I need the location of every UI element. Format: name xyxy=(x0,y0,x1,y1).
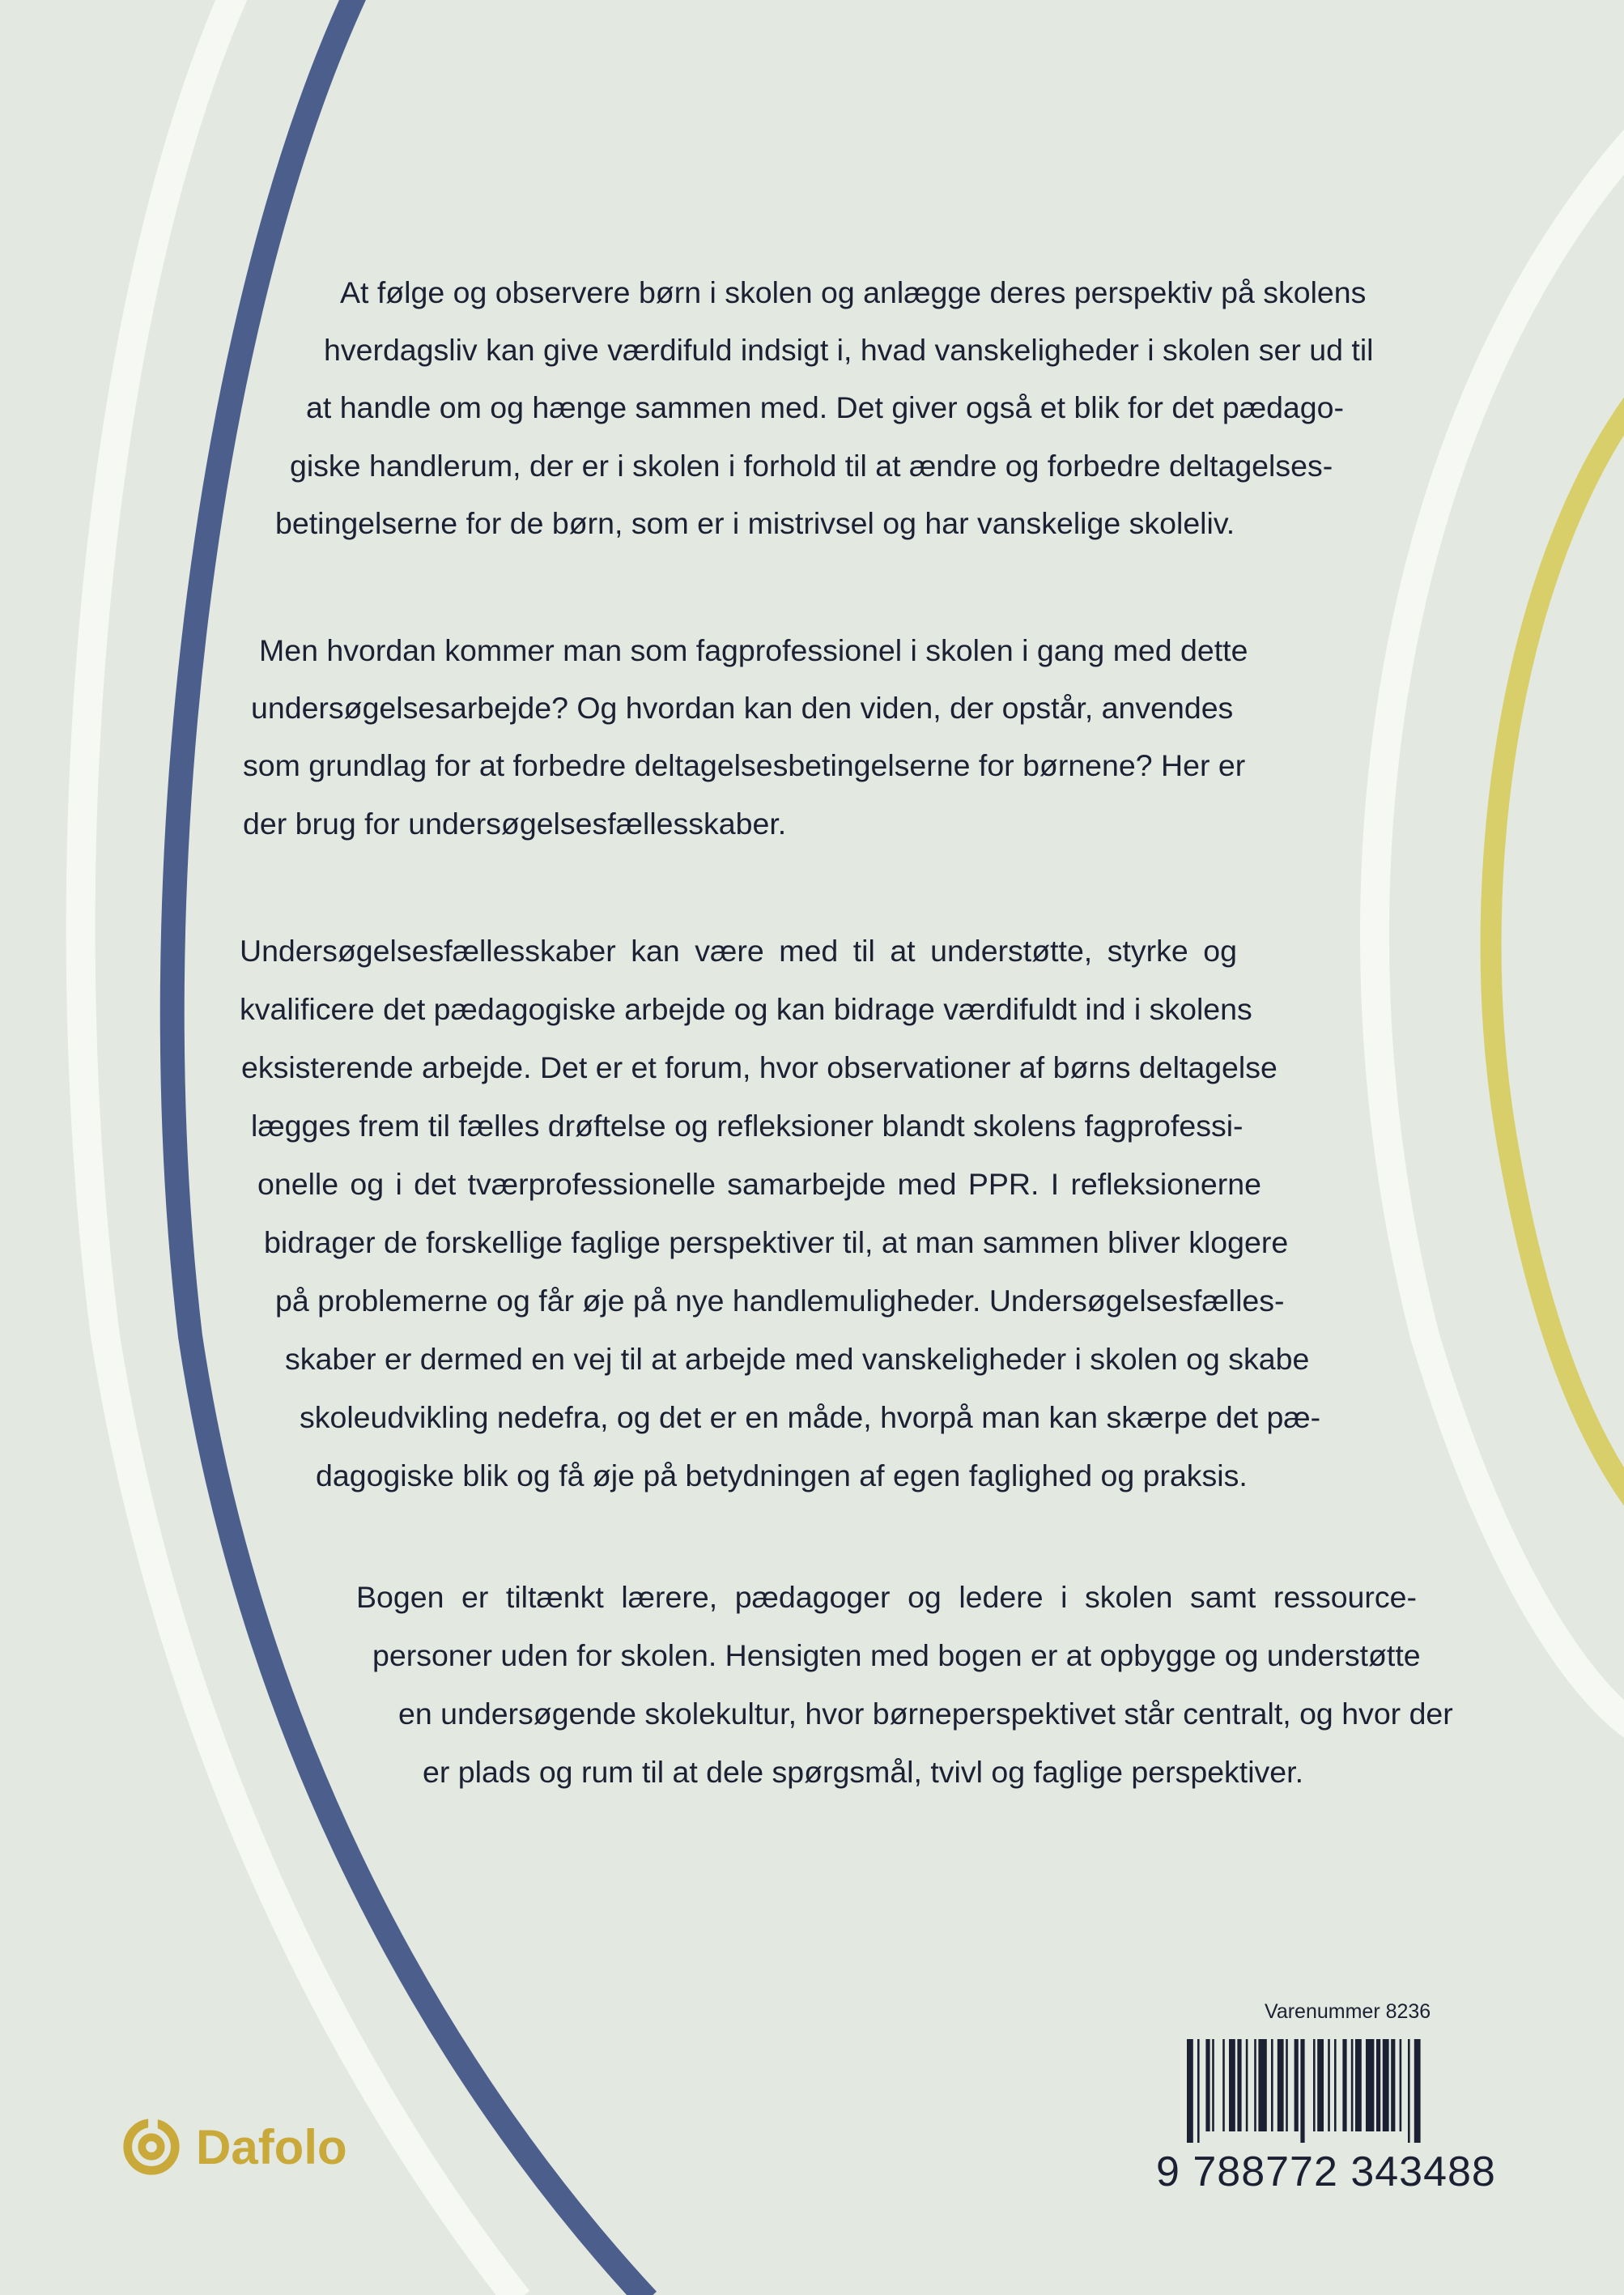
text-line xyxy=(275,506,1409,541)
text-line xyxy=(348,1755,1580,1790)
text-span: betingelserne for de børn, som er i mistrivsel og har vanskelige skoleliv. xyxy=(275,506,1235,540)
text-span: undersøgelsesarbejde? Og hvordan kan den viden, der opstår, anvendes xyxy=(251,691,1234,725)
text-line xyxy=(235,1284,1392,1318)
text-span: giske handlerum, der er i skolen i forhold til at ændre og forbedre deltagelses- xyxy=(290,449,1333,483)
text-line xyxy=(235,992,1357,1027)
text-span: på problemerne og får øje på nye handlemuligheder. Undersøgelsesfælles- xyxy=(275,1284,1285,1318)
text-line xyxy=(348,1580,1417,1615)
text-line xyxy=(235,1400,1417,1435)
text-span: at handle om og hænge sammen med. Det giver også et blik for det pædago- xyxy=(306,390,1344,424)
publisher-name: Dafolo xyxy=(196,2119,347,2174)
text-span: hverdagsliv kan give værdifuld indsigt i, hvad vanskeligheder i skolen ser ud til xyxy=(324,333,1374,367)
text-span: Men hvordan kommer man som fagprofessionel i skolen i gang med dette xyxy=(259,633,1248,667)
text-line xyxy=(235,1167,1261,1202)
text-span: personer uden for skolen. Hensigten med bogen er at opbygge og understøtte xyxy=(372,1638,1421,1672)
text-line xyxy=(275,449,1423,483)
text-line xyxy=(348,1638,1530,1673)
text-line xyxy=(235,633,1312,668)
text-line xyxy=(235,1109,1368,1143)
text-span: dagogiske blik og få øje på betydningen af egen faglighed og praksis. xyxy=(316,1458,1248,1492)
text-span: Bogen er tiltænkt lærere, pædagoger og ledere i skolen samt ressource- xyxy=(356,1580,1417,1614)
text-span: bidrager de forskellige faglige perspektiver til, at man sammen bliver klogere xyxy=(264,1225,1289,1259)
item-number: Varenummer 8236 xyxy=(1265,2000,1431,2023)
text-line xyxy=(275,390,1439,425)
text-span: skoleudvikling nedefra, og det er en måde, hvorpå man kan skærpe det pæ- xyxy=(300,1400,1321,1434)
text-line xyxy=(275,275,1473,310)
dafolo-logo-icon xyxy=(120,2115,183,2178)
text-span: At følge og observere børn i skolen og anlægge deres perspektiv på skolens xyxy=(340,275,1367,309)
text-line xyxy=(235,748,1295,783)
text-line xyxy=(235,934,1237,969)
text-span: der brug for undersøgelsesfællesskaber. xyxy=(243,807,787,841)
text-line xyxy=(235,691,1303,726)
text-span: en undersøgende skolekultur, hvor børneperspektivet står centralt, og hvor der xyxy=(398,1697,1453,1731)
text-line xyxy=(235,1225,1381,1260)
text-line xyxy=(235,1342,1402,1377)
barcode-icon xyxy=(1184,2039,1532,2143)
text-span: er plads og rum til at dele spørgsmål, tvivl og faglige perspektiver. xyxy=(423,1755,1303,1789)
text-line xyxy=(275,333,1457,368)
text-line xyxy=(235,1050,1358,1085)
text-span: som grundlag for at forbedre deltagelsesbetingelserne for børnene? Her er xyxy=(243,748,1246,782)
yellow-arc xyxy=(1491,389,1624,1514)
text-span: Undersøgelsesfællesskaber kan være med til at understøtte, styrke og xyxy=(240,934,1237,968)
text-line xyxy=(235,807,1295,841)
text-span: lægges frem til fælles drøftelse og refleksioner blandt skolens fagprofessi- xyxy=(251,1109,1244,1143)
text-span: eksisterende arbejde. Det er et forum, hvor observationer af børns deltagelse xyxy=(241,1050,1278,1084)
text-line xyxy=(348,1697,1556,1731)
text-span: kvalificere det pædagogiske arbejde og kan bidrage værdifuldt ind i skolens xyxy=(240,992,1252,1026)
isbn-digits: 9 788772 343488 xyxy=(1156,2148,1496,2195)
text-span: onelle og i det tværprofessionelle samarbejde med PPR. I refleksionerne xyxy=(257,1167,1261,1201)
text-line xyxy=(235,1458,1433,1493)
text-span: skaber er dermed en vej til at arbejde med vanskeligheder i skolen og skabe xyxy=(285,1342,1310,1376)
publisher-logo xyxy=(120,2115,347,2178)
